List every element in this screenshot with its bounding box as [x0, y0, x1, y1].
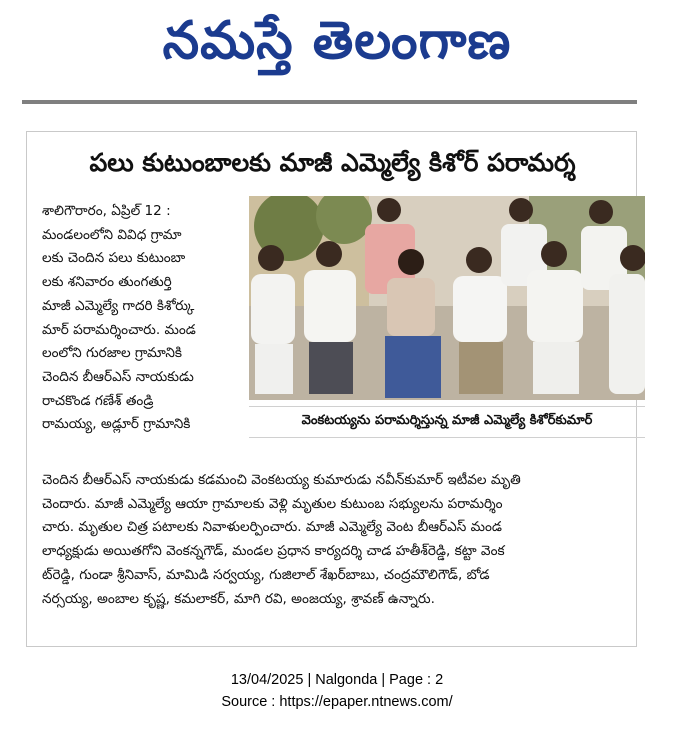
article-line: రాచకొండ గణేశ్ తండ్రి: [42, 392, 154, 409]
photo-caption: వెంకటయ్యను పరామర్శిస్తున్న మాజీ ఎమ్మెల్యే కిశోర్‌కుమార్: [249, 406, 645, 438]
footer-source-line: Source : https://epaper.ntnews.com/: [221, 694, 453, 710]
masthead: [0, 0, 674, 95]
article-line: శాలిగౌరారం, ఏప్రిల్ 12 :: [42, 203, 171, 219]
article-line: లకు చెందిన పలు కుటుంబా: [42, 250, 186, 267]
masthead-title: నమస్తే తెలంగాణ: [162, 11, 512, 71]
article-column-text: [42, 200, 242, 437]
article-line: చారు. మృతుల చిత్ర పటాలకు నివాళులర్పించారు. మాజీ ఎమ్మెల్యే వెంట బీఆర్ఎస్ మండ: [42, 519, 502, 536]
article-line: రామయ్య, అడ్లూర్ గ్రామానికి: [42, 416, 191, 433]
article-line: చెందారు. మాజీ ఎమ్మెల్యే ఆయా గ్రామాలకు వెళ్లి మృతుల కుటుంబ సభ్యులను పరామర్శిం: [42, 495, 503, 512]
article-line: లంలోని గురజాల గ్రామానికి: [42, 345, 182, 362]
masthead-divider: [22, 100, 637, 104]
article-line: లకు శనివారం తుంగతుర్తి: [42, 274, 172, 291]
article-photo: [249, 196, 645, 400]
article-headline: పలు కుటుంబాలకు మాజీ ఎమ్మెల్యే కిశోర్ పరామర్శ: [89, 148, 576, 177]
article-line: లాధ్యక్షుడు అయితగోని వెంకన్నగౌడ్, మండల ప్రధాన కార్యదర్శి చాడ హతీశ్‌రెడ్డి, కట్టా వెంక: [42, 543, 505, 560]
photo-illustration: [249, 196, 645, 400]
footer-date-line: 13/04/2025 | Nalgonda | Page : 2: [230, 672, 444, 688]
article-line: నర్సయ్య, అంబాల కృష్ణ, కమలాకర్, మాగి రవి, అంజయ్య, శ్రావణ్ ఉన్నారు.: [42, 590, 435, 607]
article-line: ట్‌రెడ్డి, గుండా శ్రీనివాస్, మామిడి సర్వయ్య, గుజిలాల్ శేఖర్‌బాబు, చంద్రమౌలిగౌడ్, బోడ: [42, 566, 490, 583]
article-line: మార్ పరామర్శించారు. మండ: [42, 321, 196, 338]
article-line: మండలంలోని వివిధ గ్రామా: [42, 226, 182, 243]
article-line: చెందిన బీఆర్ఎస్ నాయకుడు: [42, 368, 194, 385]
article-body-text: [42, 469, 632, 611]
article-line: చెందిన బీఆర్ఎస్ నాయకుడు కడమంచి వెంకటయ్య కుమారుడు నవీన్‌కుమార్ ఇటీవల మృతి: [42, 472, 521, 488]
article-line: మాజీ ఎమ్మెల్యే గాదరి కిశోర్కు: [42, 297, 195, 314]
